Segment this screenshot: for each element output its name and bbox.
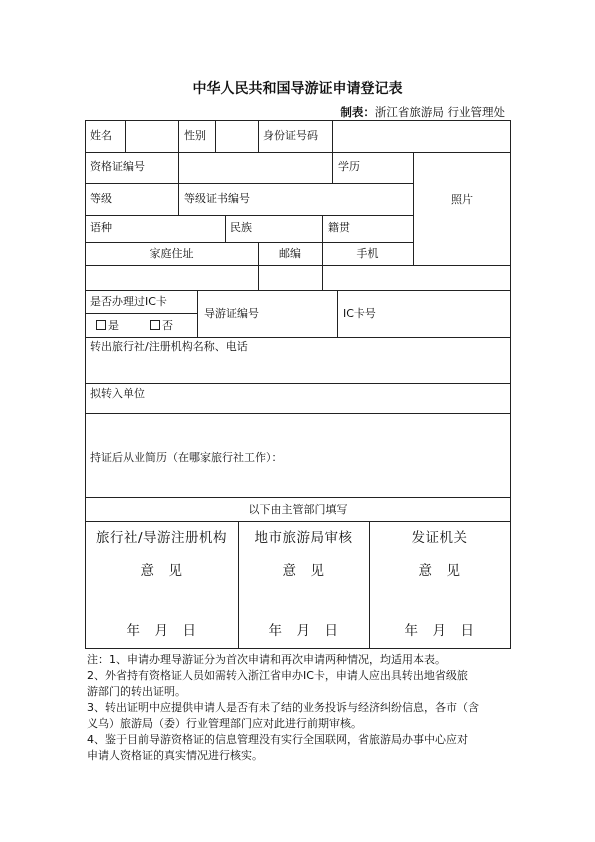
opinion-3-date: 年 月 日 [404,623,475,639]
note-line-3: 游部门的转出证明。 [87,685,186,698]
name-label: 姓名 [90,129,112,142]
no-checkbox[interactable] [150,320,160,330]
level-cert-number-label: 等级证书编号 [184,192,250,205]
form-maker [300,104,505,120]
notes [87,652,517,764]
opinion-2-title: 地市旅游局审核 [254,530,353,546]
maker-org: 浙江省旅游局 行业管理处 [374,105,505,119]
ic-yes-label: 是 [108,319,119,332]
opinion-2-date: 年 月 日 [268,623,339,639]
level-label: 等级 [90,192,112,205]
opinion-1-date: 年 月 日 [126,623,197,639]
note-line-5: 义乌）旅游局（委）行业管理部门应对此进行前期审核。 [87,717,362,730]
guide-cert-number-label: 导游证编号 [204,307,259,320]
form-title: 中华人民共和国导游证申请登记表 [192,81,403,97]
opinion-2-text: 意 见 [282,563,325,579]
admin-section-label: 以下由主管部门填写 [248,503,348,516]
language-label: 语种 [90,221,112,234]
home-address-label: 家庭住址 [149,247,194,260]
ic-no-label: 否 [162,319,173,332]
note-line-4: 3、转出证明中应提供申请人是否有未了结的业务投诉与经济纠纷信息，各市（含 [87,701,479,714]
note-line-2: 2、外省持有资格证人员如需转入浙江省申办IC卡，申请人应出具转出地省级旅 [87,669,468,682]
native-place-label: 籍贯 [328,221,350,234]
opinion-1-text: 意 见 [140,563,183,579]
maker-label: 制表： [340,105,375,119]
transfer-out-label: 转出旅行社/注册机构名称、电话 [90,340,248,353]
education-label: 学历 [338,160,360,173]
opinion-3-title: 发证机关 [411,530,468,546]
ethnicity-label: 民族 [230,221,252,234]
mobile-label: 手机 [356,247,379,260]
ic-no-option[interactable] [150,320,173,331]
cert-number-label: 资格证编号 [90,160,145,173]
opinion-1-title: 旅行社/导游注册机构 [95,530,228,546]
note-line-1: 注：1、申请办理导游证分为首次申请和再次申请两种情况，均适用本表。 [87,653,446,666]
ic-card-question-label: 是否办理过IC卡 [90,295,167,308]
ic-yes-option[interactable] [96,320,119,331]
work-history-label: 持证后从业简历（在哪家旅行社工作）： [90,451,283,464]
photo-label: 照片 [451,193,473,206]
note-line-7: 申请人资格证的真实情况进行核实。 [87,749,263,762]
yes-checkbox[interactable] [96,320,106,330]
note-line-6: 4、鉴于目前导游资格证的信息管理没有实行全国联网，省旅游局办事中心应对 [87,733,468,746]
transfer-in-label: 拟转入单位 [90,387,145,400]
postcode-label: 邮编 [279,247,301,260]
ic-card-number-label: IC卡号 [343,307,376,320]
opinion-3-text: 意 见 [418,563,461,579]
gender-label: 性别 [184,129,206,142]
id-number-label: 身份证号码 [263,129,318,142]
